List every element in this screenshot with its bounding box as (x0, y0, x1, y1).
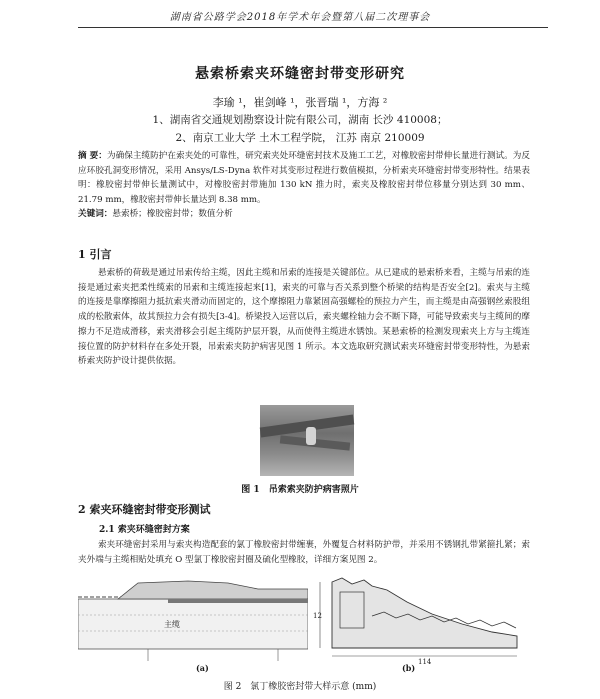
section-1-heading: 1 引言 (78, 248, 112, 261)
keywords-text: 悬索桥；橡胶密封带；数值分析 (112, 209, 233, 219)
section-2-heading: 2 索夹环缝密封带变形测试 (78, 503, 211, 516)
author-list: 李瑜 ¹，崔剑峰 ¹，张晋瑞 ¹，方海 ² (212, 96, 388, 109)
dim-height-label: 12 (313, 612, 322, 620)
figure-2-caption: 图 2 氯丁橡胶密封带大样示意 (mm) (223, 682, 377, 692)
keywords (78, 207, 530, 219)
section-2-1-text: 索夹环缝密封采用与索夹构造配套的氯丁橡胶密封带缠裹，外覆复合材料防护带，并采用不锈钢扎带紧箍扎紧；索夹外端与主缆相贴处填充 O 型氯丁橡胶密封圈及硫化型橡胶，详细方案见图 2。 (78, 540, 530, 565)
label-main-cable: 主缆 (164, 620, 180, 629)
header-rule (78, 27, 548, 28)
abstract-text: 为确保主缆防护在索夹处的可靠性，研究索夹处环缝密封技术及施工工艺，对橡胶密封带伸长量进行测试。为反应环胶孔洞变形情况，采用 Ansys/LS-Dyna 软件对其变形过程进行数值模拟，分析索夹环缝密封带变形特性。结果表明：橡胶密封带伸长量测试中，对橡胶密封带施加 130 kN 推力时，索夹及橡胶密封带位移量分别达到 30 mm、21.79 mm，橡胶密封带伸长量达到 8.38 mm。 (78, 151, 530, 205)
figure-1-caption: 图 1 吊索索夹防护病害照片 (241, 485, 359, 495)
figure-2a-label: (a) (196, 663, 209, 673)
keywords-label: 关键词： (78, 209, 113, 219)
affiliation-1: 1、湖南省交通规划勘察设计院有限公司，湖南 长沙 410008； (152, 114, 448, 126)
dim-length-label: 114 (418, 658, 432, 666)
photo-crack-spot (306, 427, 316, 445)
figure-2a-drawing (78, 575, 308, 665)
figure-2b-label: (b) (402, 663, 416, 673)
abstract (78, 149, 530, 207)
section-1-text: 悬索桥的荷载是通过吊索传给主缆，因此主缆和吊索的连接是关键部位。从已建成的悬索桥来看，主缆与吊索的连接是通过索夹把柔性缆索的吊索和主缆连接起来[1]，索夹的可靠与否关系到整个桥梁的结构是否安全[2]。索夹与主缆的连接是靠摩擦阻力抵抗索夹滑动而固定的，这个摩擦阻力靠紧固高强螺栓的预拉力产生，而主缆是由高强钢丝索股组成的松散索体，故其预拉力会有损失[3-4]。桥梁投入运营以后，索夹螺栓轴力会不断下降，可能导致索夹与主缆间的摩擦力不足造成滑移，索夹滑移会引起主缆防护层开裂，从而使得主缆进水锈蚀。某悬索桥的检测发现索夹上方与主缆连接位置的防护材料存在多处开裂，吊索索夹防护病害见图 1 所示。本文选取研究测试索夹环缝密封带变形特性，为悬索桥索夹防护设计提供依据。 (78, 268, 530, 367)
paper-title: 悬索桥索夹环缝密封带变形研究 (195, 66, 405, 82)
figure-2b-drawing (312, 572, 532, 666)
abstract-label: 摘 要： (78, 151, 107, 161)
figure-1-photo (260, 405, 354, 476)
section-2-1-heading: 2.1 索夹环缝密封方案 (99, 525, 190, 535)
running-header: 湖南省公路学会2018年学术年会暨第八届二次理事会 (169, 12, 431, 23)
affiliation-2: 2、南京工业大学 土木工程学院， 江苏 南京 210009 (175, 132, 425, 144)
